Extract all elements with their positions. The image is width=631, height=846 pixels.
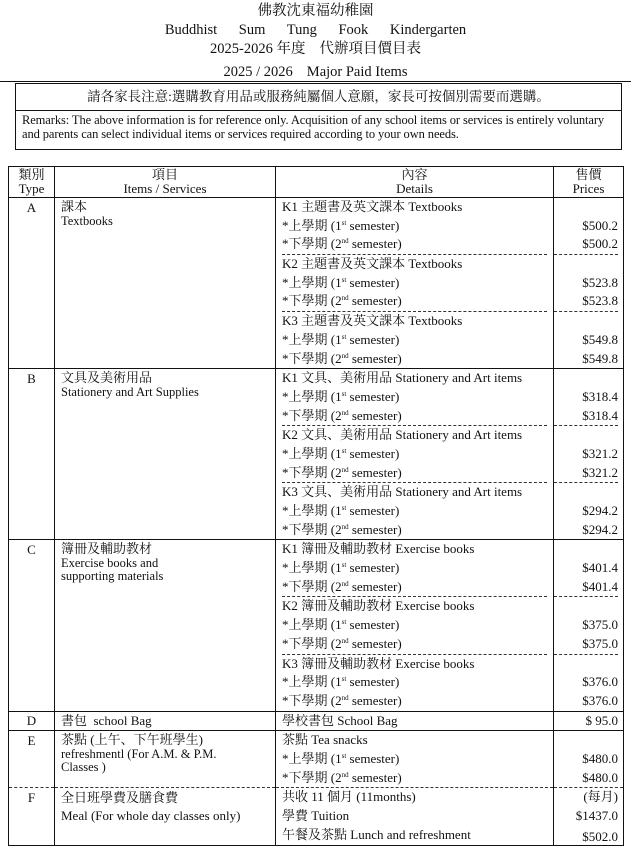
col-prices-zh: 售價 [575, 167, 602, 182]
detail-sem2: *下學期 (2nd semester) [282, 635, 402, 651]
price-sem2: $500.2 [582, 236, 618, 252]
item-zh: 簿冊及輔助教材 [61, 541, 153, 557]
price-sem1: $523.8 [582, 274, 618, 290]
item-en: Textbooks [61, 214, 113, 228]
detail-title: K1 主題書及英文課本 Textbooks [282, 199, 463, 214]
row-type: B [9, 369, 55, 540]
row-type: F [9, 788, 55, 845]
price-group [554, 369, 618, 425]
price-note: (每月) [583, 789, 618, 805]
detail-sem1: *上學期 (1st semester) [282, 388, 400, 404]
row-detail [276, 788, 554, 845]
subtitle-en [0, 63, 631, 82]
detail-sem2: *下學期 (2nd semester) [282, 407, 402, 423]
detail-sem2: *下學期 (2nd semester) [282, 692, 402, 708]
detail-title: 茶點 Tea snacks [282, 732, 368, 748]
col-details [276, 167, 554, 198]
detail-sem2: *下學期 (2nd semester) [282, 293, 402, 309]
detail-title: K3 簿冊及輔助教材 Exercise books [282, 655, 475, 671]
price-sem2: $321.2 [582, 464, 618, 480]
price-group [554, 254, 618, 311]
price-group [554, 540, 618, 596]
table-row-e [9, 731, 624, 788]
detail-group [282, 369, 547, 425]
price-sem1: $294.2 [582, 503, 618, 518]
detail-sem2: *下學期 (2nd semester) [282, 464, 402, 480]
price-group [554, 311, 618, 368]
item-en: Stationery and Art Supplies [61, 385, 199, 400]
school-name-en: Buddhist Sum Tung Fook Kindergarten [164, 22, 467, 38]
detail-sem1: *上學期 (1st semester) [282, 503, 400, 518]
detail-group [282, 596, 547, 653]
detail-line: 學校書包 School Bag [282, 712, 398, 728]
detail-sem1: *上學期 (1st semester) [282, 674, 400, 690]
row-item [55, 369, 276, 540]
item-en: Meal (For whole day classes only) [61, 808, 241, 824]
price-sem1: $376.0 [582, 674, 618, 690]
detail-sem2: *下學期 (2nd semester) [282, 236, 402, 252]
price-sem1: $480.0 [582, 750, 618, 766]
row-type: E [9, 731, 55, 788]
detail-line: 共收 11 個月 (11months) [282, 789, 416, 805]
price-sem2: $376.0 [582, 692, 618, 708]
subtitle-en-title: Major Paid Items [306, 64, 408, 80]
row-type: C [9, 540, 55, 711]
detail-title: K1 簿冊及輔助教材 Exercise books [282, 541, 475, 557]
detail-line: 學費 Tuition [282, 808, 350, 823]
detail-group [282, 198, 547, 254]
price-sem2: $401.4 [582, 578, 618, 594]
price-group [554, 425, 618, 482]
col-details-zh: 內容 [401, 167, 428, 182]
table-row-a [9, 198, 624, 369]
detail-sem1: *上學期 (1st semester) [282, 617, 400, 633]
price-sem2: $294.2 [582, 521, 618, 537]
table-header-row [9, 167, 624, 198]
col-details-en: Details [396, 181, 433, 196]
detail-group [282, 425, 547, 482]
row-item [55, 198, 276, 369]
subtitle-zh [0, 40, 631, 59]
row-price [554, 711, 624, 731]
detail-sem1: *上學期 (1st semester) [282, 274, 400, 290]
price-sem2: $375.0 [582, 635, 618, 651]
row-detail [276, 540, 554, 711]
detail-title: K3 文具、美術用品 Stationery and Art items [282, 484, 523, 500]
price-sem1: $318.4 [582, 388, 618, 404]
col-prices [554, 167, 624, 198]
detail-title: K2 簿冊及輔助教材 Exercise books [282, 598, 475, 614]
row-price [554, 788, 624, 845]
table-row-f [9, 788, 624, 845]
price-table [8, 166, 624, 846]
detail-sem1: *上學期 (1st semester) [282, 445, 400, 461]
detail-group [282, 482, 547, 539]
price-value: $ 95.0 [585, 712, 618, 728]
price-sem2: $480.0 [582, 769, 618, 785]
school-name-zh: 佛教沈東福幼稚園 [257, 3, 374, 19]
item-zh: 文具及美術用品 [61, 370, 153, 386]
item-en: Exercise books and supporting materials [61, 556, 164, 584]
table-row-b [9, 369, 624, 540]
price-value: $1437.0 [575, 808, 618, 823]
detail-sem2: *下學期 (2nd semester) [282, 350, 402, 366]
col-items-en: Items / Services [123, 181, 207, 196]
detail-sem1: *上學期 (1st semester) [282, 331, 400, 347]
row-detail [276, 198, 554, 369]
row-type: D [9, 711, 55, 731]
item-zh: 茶點 (上午、下午班學生) [61, 732, 203, 748]
detail-title: K3 主題書及英文課本 Textbooks [282, 313, 463, 329]
row-item [55, 788, 276, 845]
row-detail [276, 369, 554, 540]
price-value: $502.0 [582, 828, 618, 844]
detail-sem2: *下學期 (2nd semester) [282, 578, 402, 594]
detail-group [282, 254, 547, 311]
detail-title: K2 文具、美術用品 Stationery and Art items [282, 427, 523, 443]
price-group [554, 596, 618, 653]
price-sem2: $523.8 [582, 293, 618, 309]
price-group [554, 482, 618, 539]
table-row-d [9, 711, 624, 731]
price-sem1: $549.8 [582, 331, 618, 347]
price-sem2: $318.4 [582, 407, 618, 423]
detail-group [282, 654, 547, 711]
row-detail [276, 711, 554, 731]
price-sem1: $321.2 [582, 445, 618, 461]
subtitle-title-zh: 代辦項目價目表 [319, 41, 421, 57]
row-item: 書包 school Bag [55, 711, 276, 731]
table-row-c [9, 540, 624, 711]
col-type [9, 167, 55, 198]
col-prices-en: Prices [572, 181, 605, 196]
detail-sem1: *上學期 (1st semester) [282, 750, 400, 766]
price-group [554, 654, 618, 711]
col-items [55, 167, 276, 198]
notice-en: Remarks: The above information is for reference only. Acquisition of any school items or services is entirely voluntary and parents can select individual items or services required according to your own needs. [22, 113, 605, 141]
subtitle-en-year: 2025 / 2026 [223, 64, 293, 80]
price-sem1: $401.4 [582, 560, 618, 576]
detail-group [282, 540, 547, 596]
row-item [55, 731, 276, 788]
col-items-zh: 項目 [151, 167, 178, 182]
detail-sem1: *上學期 (1st semester) [282, 217, 400, 233]
detail-sem2: *下學期 (2nd semester) [282, 521, 402, 537]
row-price [554, 731, 624, 788]
detail-group [282, 311, 547, 368]
row-price [554, 198, 624, 369]
header-divider [0, 81, 631, 82]
row-detail [276, 731, 554, 788]
detail-sem2: *下學期 (2nd semester) [282, 769, 402, 785]
item-zh: 課本 [61, 199, 88, 214]
notice-zh: 請各家長注意:選購教育用品或服務純屬個人意願，家長可按個別需要而選購。 [16, 84, 621, 111]
detail-title: K2 主題書及英文課本 Textbooks [282, 256, 463, 272]
price-sem1: $500.2 [582, 217, 618, 233]
row-price [554, 540, 624, 711]
notice-box [15, 83, 622, 150]
price-sem2: $549.8 [582, 350, 618, 366]
item-en: refreshmentl (For A.M. & P.M. Classes ) [61, 747, 217, 775]
col-type-zh: 類別 [18, 167, 45, 182]
row-item [55, 540, 276, 711]
item-zh: 全日班學費及膳食費 [61, 790, 179, 806]
detail-line: 午餐及茶點 Lunch and refreshment [282, 826, 471, 842]
price-sem1: $375.0 [582, 617, 618, 633]
price-group [554, 198, 618, 254]
subtitle-year: 2025-2026 年度 [210, 41, 306, 57]
detail-sem1: *上學期 (1st semester) [282, 560, 400, 576]
row-type: A [9, 198, 55, 369]
detail-title: K1 文具、美術用品 Stationery and Art items [282, 370, 523, 386]
row-price [554, 369, 624, 540]
col-type-en: Type [18, 181, 45, 196]
